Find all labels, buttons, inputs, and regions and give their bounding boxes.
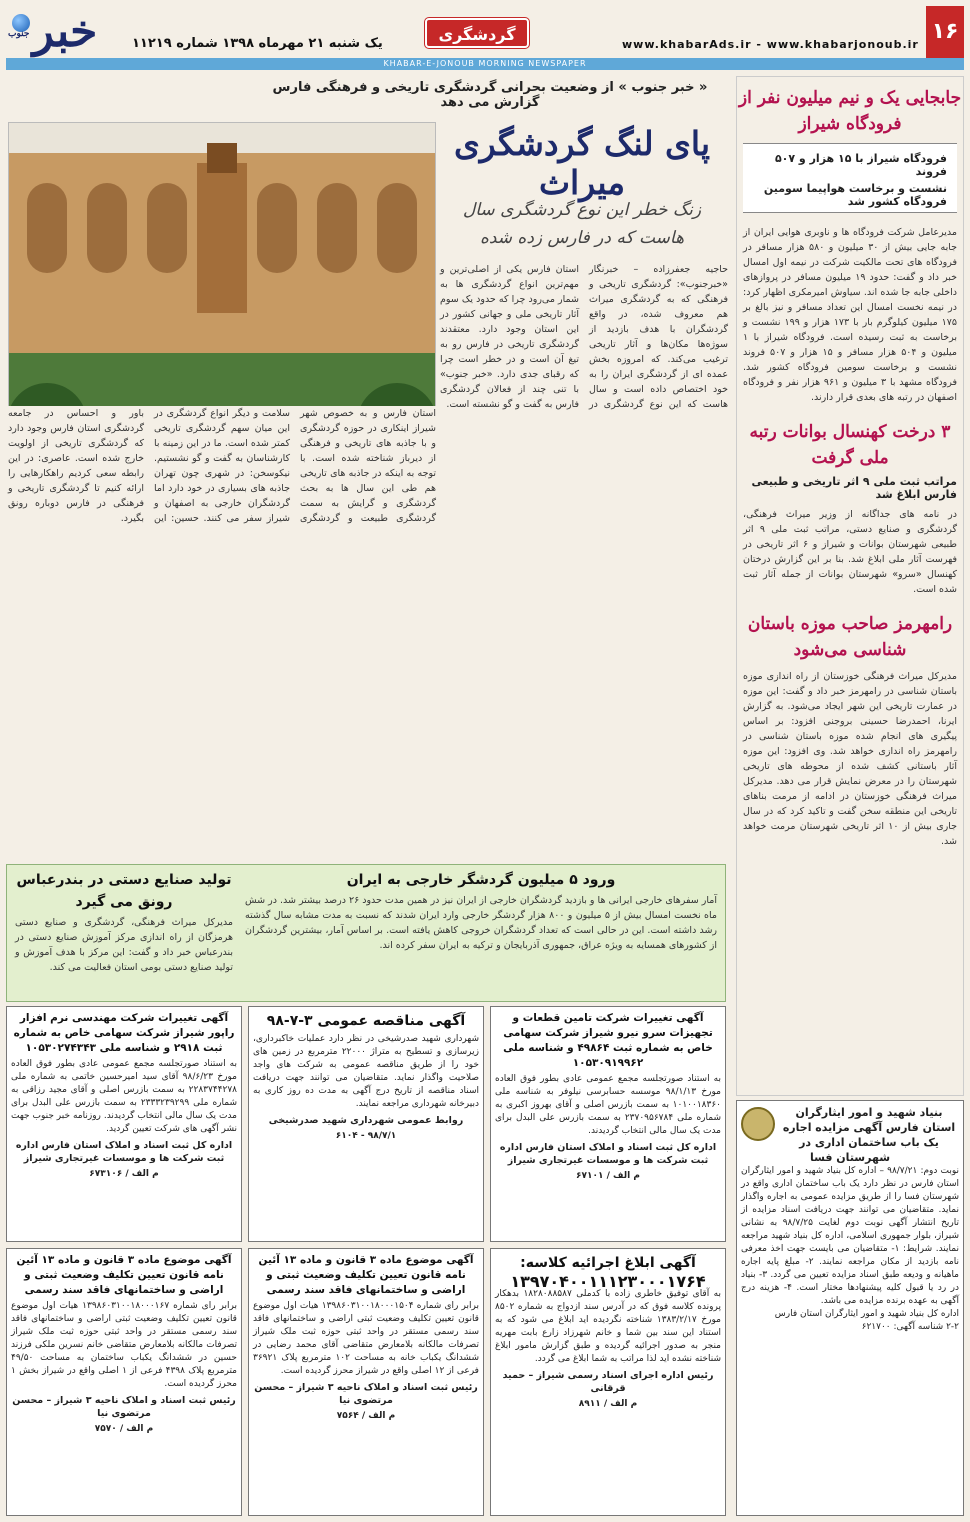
logo-sub: جنوب xyxy=(8,29,30,39)
ad-code: ۶۱۰۴ - ۹۸/۷/۱ xyxy=(335,1131,397,1141)
band-body: مدیرکل میراث فرهنگی، گردشگری و صنایع دستی هرمزگان از راه اندازی مرکز آموزش صنایع دستی در بندرعباس خبر داد و گفت: این مرکز با هدف آموزش و تولید صنایع دستی بومی استان فعالیت می کند. xyxy=(15,917,233,973)
article-lead: زنگ خطر این نوع گردشگری سال هاست که در فارس زده شده xyxy=(462,200,702,248)
ad-box xyxy=(490,1248,726,1516)
right-news-column xyxy=(736,76,964,1096)
ad-body: نوبت دوم: ۹۸/۷/۲۱ – اداره کل بنیاد شهید و امور ایثارگران استان فارس در نظر دارد یک باب ساختمان اداری واقع در شهرستان فسا را از طریق مزایده عمومی به اجاره واگذار نماید. متقاضیان می توانند جهت دریافت اسناد مزایده از تاریخ انتشار آگهی نوبت دوم لغایت ۹۸/۷/۲۵ به نشانی شیراز، بلوار جمهوری اسلامی، اداره کل بنیاد شهید مراجعه نمایند. شرایط: ۱- متقاضیان می بایست جهت اخذ معرفی نامه بازدید از مکان مراجعه نمایند. ۲- مبلغ پایه اجاره ماهیانه و ودیعه طبق اسناد مزایده تعیین می گردد. ۳- بنیاد در رد یا قبول کلیه پیشنهادها مختار است. ۴- هزینه درج آگهی به عهده برنده مزایده می باشد. xyxy=(741,1166,960,1306)
ad-body: برابر رای شماره ۱۳۹۸۶۰۳۱۰۰۱۸۰۰۰۱۵۰۴ هیات اول موضوع قانون تعیین تکلیف وضعیت ثبتی اراضی و ساختمانهای فاقد سند رسمی مستقر در واحد ثبتی حوزه ثبت ملک شیراز تصرفات مالکانه بلامعارض متقاضی آقای محمد رضایی در ششدانگ یکباب خانه به مساحت ۱۰۲ مترمربع پلاک ۳۶۹۲۱ فرعی از ۱۲ اصلی واقع در شیراز محرز گردیده است. xyxy=(253,1301,480,1376)
ad-title: آگهی موضوع ماده ۳ قانون و ماده ۱۳ آئین نامه قانون تعیین تکلیف وضعیت ثبتی و اراضی و ساختمانهای فاقد سند رسمی xyxy=(258,1254,474,1296)
ad-box xyxy=(490,1006,726,1242)
ad-footer: رئیس ثبت اسناد و املاک ناحیه ۳ شیراز – محسن مرتضوی نیا xyxy=(12,1395,236,1419)
ad-box xyxy=(6,1248,242,1516)
article-kicker: « خبر جنوب » از وضعیت بحرانی گردشگری تاریخی و فرهنگی فارس گزارش می دهد xyxy=(272,80,708,110)
ad-code: ۶۷۳۱۰۶ / م الف xyxy=(89,1169,159,1179)
story-body: در نامه های جداگانه از وزیر میراث فرهنگی، گردشگری و صنایع دستی، مراتب ثبت ملی ۹ اثر طبیعی شهرستان بوانات و شیراز و ۶ اثر تاریخی در فهرست آثار ملی ابلاغ شد. بنا بر این گزارش درختان کهنسال «سرو» شهرستان بوانات از جمله آثار ثبت شده است. xyxy=(743,509,957,595)
ad-body: به استناد صورتجلسه مجمع عمومی عادی بطور فوق العاده مورخ ۹۸/۱/۱۳ موسسه حسابرسی نیلوفر به شناسه ملی ۱۰۱۰۰۱۸۳۶۰ به سمت بازرس اصلی و آقای بهروز اکبری به شماره ملی ۲۳۷۰۹۵۶۷۸۴ به سمت بازرس علی البدل برای مدت یک سال مالی انتخاب گردیدند. xyxy=(495,1074,722,1136)
ad-footer: اداره کل ثبت اسناد و املاک استان فارس اداره ثبت شرکت ها و موسسات غیرتجاری شیراز xyxy=(499,1142,717,1166)
band-body: آمار سفرهای خارجی ایرانی ها و بازدید گردشگران خارجی از ایران نیز در همین مدت حدود ۲۶ درصد بیشتر شد. در شش ماه نخست امسال بیش از ۵ میلیون و ۸۰۰ هزار گردشگر خارجی وارد ایران شدند که نسبت به مدت مشابه سال گذشته رشد داشته است. این در حالی است که تعداد گردشگران خروجی کاهش یافته است. بر اساس آمار، بیشترین گردشگران از کشورهای همسایه به ویژه عراق، جمهوری آذربایجان و ترکیه به ایران سفر کرده اند. xyxy=(245,895,718,951)
website-urls[interactable]: www.khabarAds.ir - www.khabarjonoub.ir xyxy=(622,38,919,51)
ad-title: آگهی ابلاغ اجرائیه کلاسه: xyxy=(520,1255,696,1271)
ad-footer: رئیس ثبت اسناد و املاک ناحیه ۳ شیراز – محسن مرتضوی نیا xyxy=(254,1382,478,1406)
story-title: جابجایی یک و نیم میلیون نفر از فرودگاه شیراز xyxy=(738,88,962,134)
ad-code: ۷۵۷۰ / م الف xyxy=(94,1424,154,1434)
logo-text: خبر xyxy=(32,6,98,57)
story-subtitle: مراتب ثبت ملی ۹ اثر تاریخی و طبیعی فارس ابلاغ شد xyxy=(751,475,957,501)
masthead-strip: KHABAR-E-JONOUB MORNING NEWSPAPER xyxy=(6,58,964,70)
ad-footer: رئیس اداره اجرای اسناد رسمی شیراز – حمید قرقانی xyxy=(502,1370,714,1394)
classified-ads xyxy=(6,1006,726,1516)
ad-body: به استناد صورتجلسه مجمع عمومی عادی بطور فوق العاده مورخ ۹۸/۶/۲۳ آقای سید امیرحسین خاتمی به شماره ملی ۲۲۸۳۷۴۴۲۷۸ به سمت بازرس اصلی و آقای مجید رزاقی به شماره ملی ۲۳۳۳۲۳۹۲۹۹ به سمت بازرس علی البدل برای مدت یک سال مالی انتخاب گردیدند. روزنامه خبر جنوب جهت نشر آگهی های شرکت تعیین گردید. xyxy=(11,1059,238,1134)
ad-title: بنیاد شهید و امور ایثارگران استان فارس آگهی مزایده اجاره یک باب ساختمان اداری در شهرستان فسا xyxy=(782,1106,956,1164)
band-title: ورود ۵ میلیون گردشگر خارجی به ایران xyxy=(346,872,616,888)
article-body-continued: استان فارس و به خصوص شهر شیراز اینکاری در حوزه گردشگری و با جاذبه های تاریخی و فرهنگی از دیرباز شناخته شده است. با توجه به اینکه در جاذبه های تاریخی هم طی این سال ها به بحث گردشگری و گرایش به سمت گردشگری طبیعت و گردشگری سلامت و دیگر انواع گردشگری در این میان سهم گردشگری تاریخی کمتر شده است. ما در این زمینه با کارشناسان به گفت و گو نشستیم. نیکوسخن: در شهری چون تهران جاذبه های بسیاری در خود دارد اما گردشگران خارجی به اصفهان و شیراز سفر می کنند. حسین: این باور و احساس در جامعه گردشگری استان فارس وجود دارد که گردشگری تاریخی از اولویت خارج شده است. عاصری: در این رابطه سعی کردیم راهکارهایی را ارائه کنیم تا گردشگری تاریخی و فرهنگی در فارس دوباره رونق بگیرد. xyxy=(8,406,436,742)
ad-box xyxy=(6,1006,242,1242)
ad-body: به آقای توفیق خاطری زاده با کدملی ۱۸۲۸۰۸۸۵۸۷ بدهکار پرونده کلاسه فوق که در آدرس سند ازدواج به شماره ۸۵۰۲ مورخ ۱۳۸۳/۲/۱۷ شناخته نگردیده اید ابلاغ می شود که به استناد این سند بین شما و خانم شهرزاد زارع بابت مهریه منجر به صدور اجرائیه گردیده و طبق گزارش مامور ابلاغ شناخته نشده اید لذا مراتب به شما ابلاغ می گردد. xyxy=(495,1289,721,1364)
band-story-right xyxy=(241,869,721,997)
ad-footer: اداره کل ثبت اسناد و املاک استان فارس اداره ثبت شرکت ها و موسسات غیرتجاری شیراز xyxy=(15,1140,233,1164)
ad-body: برابر رای شماره ۱۳۹۸۶۰۳۱۰۰۱۸۰۰۰۱۶۷ هیات اول موضوع قانون تعیین تکلیف وضعیت ثبتی اراضی و ساختمانهای فاقد سند رسمی مستقر در واحد ثبتی حوزه ثبت ملک شیراز تصرفات مالکانه بلامعارض متقاضی خانم نسرین ملکی فرزند حسین در ششدانگ یکباب ساختمان به مساحت ۴۹/۵۰ مترمربع پلاک ۴۳۹۸ فرعی از ۱ اصلی واقع در شیراز بخش ۱ محرز گردیده است. xyxy=(11,1301,238,1389)
story-body: مدیرعامل شرکت فرودگاه ها و ناوبری هوایی ایران از جابه جایی بیش از ۳۰ میلیون و ۵۸۰ هزار مسافر در فرودگاه های تحت مالکیت شرکت در نیمه اول امسال خبر داد و گفت: حدود ۱۹ میلیون مسافر در پروازهای داخلی جابه جا شده اند. سیاوش امیرمکری اظهار کرد: در نیمه نخست امسال این تعداد مسافر و نیز بالغ بر ۱۷۵ میلیون کیلوگرم بار با ۱۷۳ هزار و ۱۹۹ نشست و برخاست به ثبت رسیده است. فرودگاه شیراز با ۱ میلیون و ۵۰۴ هزار مسافر و ۱۵ هزار و ۵۰۷ فروند نشست و برخاست سومین فرودگاه کشور شد. فرودگاه مشهد با ۳ میلیون و ۹۶۱ هزار نفر و فرودگاه اصفهان در رتبه های بعدی قرار دارند. xyxy=(743,227,958,403)
ad-body: شهرداری شهید صدرشیخی در نظر دارد عملیات خاکبرداری، زیرسازی و تسطیح به متراژ ۲۲۰۰۰ مترمربع در زمین های خود را از طریق مناقصه عمومی به شرکت های واجد صلاحیت واگذار نماید. متقاضیان می توانند جهت دریافت اسناد مناقصه از تاریخ درج آگهی به مدت ده روز کاری به دبیرخانه شهرداری مراجعه نمایند. xyxy=(253,1034,480,1109)
newspaper-logo[interactable] xyxy=(6,6,124,58)
ad-footer: روابط عمومی شهرداری شهید صدرشیخی xyxy=(268,1115,464,1126)
case-number: ۱۳۹۷۰۴۰۰۱۱۱۲۳۰۰۰۱۷۶۴ xyxy=(510,1272,706,1291)
ad-box xyxy=(248,1006,484,1242)
green-news-band xyxy=(6,864,726,1002)
ad-code: ۸۹۱۱ / م الف xyxy=(578,1399,638,1409)
story-body: مدیرکل میراث فرهنگی خوزستان از راه اندازی موزه باستان شناسی در رامهرمز خبر داد و گفت: این موزه در عمارت تاریخی این شهر ایجاد می‌شود. به گزارش ایرنا، احمدرضا حسینی بروجنی افزود: بر اساس پیگیری های انجام شده موزه باستان شناسی در رامهرمز راه اندازی خواهد شد. وی افزود: این موزه آثار باستانی کشف شده از محوطه های تاریخی شهرستان را در معرض نمایش قرار می دهد. مدیرکل میراث فرهنگی خوزستان در ادامه از مرمت بناهای تاریخی این منطقه سخن گفت و تاکید کرد که در سال جاری بیش از ۱۰ اثر تاریخی شهرستان مرمت خواهد شد. xyxy=(743,671,958,847)
ad-title: آگهی مناقصه عمومی ۳-۷-۹۸ xyxy=(266,1013,466,1029)
story-subtitle: فرودگاه شیراز با ۱۵ هزار و ۵۰۷ فروند xyxy=(774,152,947,178)
issue-date: یک شنبه ۲۱ مهرماه ۱۳۹۸ شماره ۱۱۲۱۹ xyxy=(132,36,383,51)
ad-code: ۲-۲ شناسه آگهی: ۶۲۱۷۰۰ xyxy=(861,1322,959,1332)
story-title: رامهرمز صاحب موزه باستان شناسی می‌شود xyxy=(747,614,953,660)
band-story-left xyxy=(11,869,237,997)
section-badge: گردشگری xyxy=(425,18,529,48)
ad-title: آگهی تغییرات شرکت مهندسی نرم افزار راپور شیراز شرکت سهامی خاص به شماره ثبت ۲۹۱۸ و شناسه ملی ۱۰۵۳۰۲۷۴۳۴۳ xyxy=(13,1012,235,1054)
ad-title: آگهی موضوع ماده ۳ قانون و ماده ۱۳ آئین نامه قانون تعیین تکلیف وضعیت ثبتی و اراضی و ساختمانهای فاقد سند رسمی xyxy=(16,1254,232,1296)
story-title: ۳ درخت کهنسال بوانات رتبه ملی گرفت xyxy=(749,422,951,468)
article-title: پای لنگ گردشگری میراث xyxy=(453,124,711,202)
ad-title: آگهی تغییرات شرکت تامین قطعات و تجهیزات سرو نیرو شیراز شرکت سهامی خاص به شماره ثبت ۴۹۸۶۴ و شناسه ملی ۱۰۵۳۰۹۱۹۹۶۲ xyxy=(503,1012,713,1069)
ad-code: ۷۵۶۴ / م الف xyxy=(336,1411,396,1421)
band-title: تولید صنایع دستی در بندرعباس رونق می گیرد xyxy=(16,872,232,910)
auction-ad xyxy=(736,1100,964,1516)
story-subtitles xyxy=(743,143,957,213)
foundation-emblem-icon xyxy=(741,1107,775,1141)
ad-box xyxy=(248,1248,484,1516)
page-number: ۱۶ xyxy=(926,6,964,58)
story-subtitle: نشست و برخاست هواپیما سومین فرودگاه کشور شد xyxy=(763,182,947,208)
article-body: حاجیه جعفرزاده – خبرنگار «خبرجنوب»: گردشگری تاریخی و فرهنگی که به گردشگری میراث هم معروف شده، در واقع گردشگران با هدف بازدید از سوژه‌ها مکان‌ها و آثار تاریخی ترغیب می‌کند. که امروزه بخش عمده ای از گردشگری ایران را به خود اختصاص داده است و سال هاست که این نوع گردشگری در استان فارس یکی از اصلی‌ترین و مهم‌ترین انواع گردشگری ها به شمار می‌رود چرا که حدود یک سوم آثار تاریخی ملی و جهانی کشور در این استان وجود دارد. معتقدند گردشگری تاریخی در فارس رو به تیغ آن است و در خطر است چرا که رقبای جدی دارد. «خبر جنوب» با تنی چند از فعالان گردشگری فارس به گفت و گو نشسته است. xyxy=(440,264,728,410)
masthead xyxy=(0,0,970,74)
ad-footer: اداره کل بنیاد شهید و امور ایثارگران استان فارس xyxy=(774,1309,959,1319)
ad-code: ۶۷۱۰۱ / م الف xyxy=(576,1171,640,1181)
